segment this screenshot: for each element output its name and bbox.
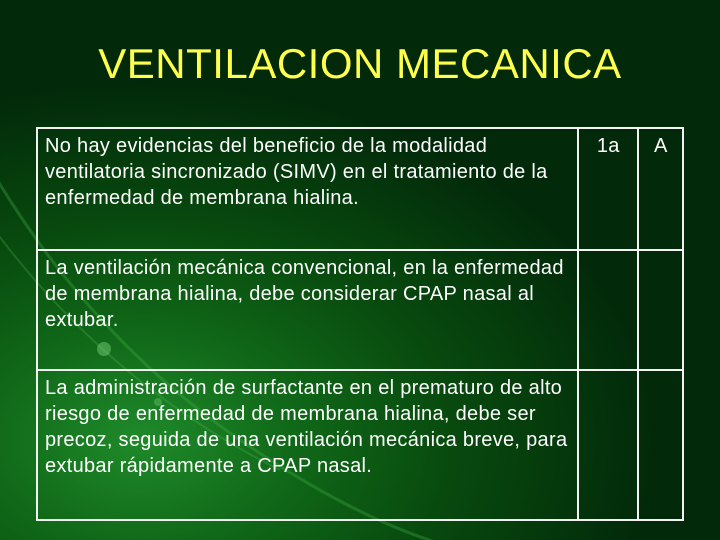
table-row bbox=[37, 250, 683, 370]
evidence-level-cell bbox=[578, 250, 638, 370]
recommendation-cell: La administración de surfactante en el prematuro de alto riesgo de enfermedad de membrana hialina, debe ser precoz, seguida de una ventilación mecánica breve, para extubar rápidamente a CPAP nasal. bbox=[37, 370, 578, 520]
table-row bbox=[37, 370, 683, 520]
table-row bbox=[37, 128, 683, 250]
slide-title: VENTILACION MECANICA bbox=[98, 40, 622, 87]
recommendation-grade-cell bbox=[638, 370, 683, 520]
evidence-level-cell bbox=[578, 370, 638, 520]
recommendation-cell: La ventilación mecánica convencional, en la enfermedad de membrana hialina, debe considerar CPAP nasal al extubar. bbox=[37, 250, 578, 370]
recommendation-cell: No hay evidencias del beneficio de la modalidad ventilatoria sincronizado (SIMV) en el tratamiento de la enfermedad de membrana hialina. bbox=[37, 128, 578, 250]
evidence-table bbox=[36, 127, 684, 521]
recommendation-grade-cell: A bbox=[638, 128, 683, 250]
evidence-level-cell: 1a bbox=[578, 128, 638, 250]
recommendation-grade-cell bbox=[638, 250, 683, 370]
